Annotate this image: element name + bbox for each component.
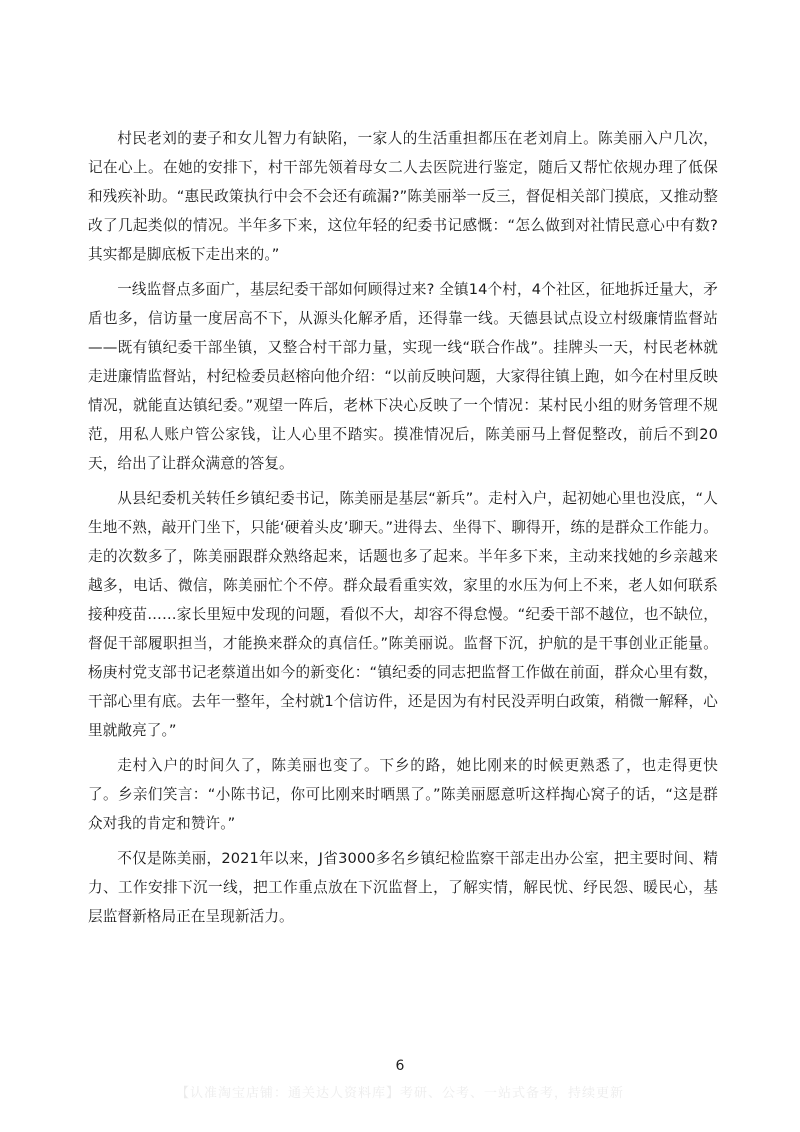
- footer-watermark: 【认准淘宝店铺：通关达人资料库】考研、公考、一站式备考，持续更新: [175, 1086, 624, 1101]
- paragraph: 村民老刘的妻子和女儿智力有缺陷，一家人的生活重担都压在老刘肩上。陈美丽入户几次，记在心上。在她的安排下，村干部先领着母女二人去医院进行鉴定，随后又帮忙依规办理了低保和残疾补助。“惠民政策执行中会不会还有疏漏?”陈美丽举一反三，督促相关部门摸底，又推动整改了几起类似的情况。半年多下来，这位年轻的纪委书记感慨：“怎么做到对社情民意心中有数? 其实都是脚底板下走出来的。”: [88, 130, 718, 263]
- paragraph: 一线监督点多面广，基层纪委干部如何顾得过来? 全镇14个村，4个社区，征地拆迁量大，矛盾也多，信访量一度居高不下，从源头化解矛盾，还得靠一线。天德县试点设立村级廉情监督站——既有镇纪委干部坐镇，又整合村干部力量，实现一线“联合作战”。挂牌头一天，村民老林就走进廉情监督站，村纪检委员赵榕向他介绍：“以前反映问题，大家得往镇上跑，如今在村里反映情况，就能直达镇纪委。”观望一阵后，老林下决心反映了一个情况：某村民小组的财务管理不规范，用私人账户管公家钱，让人心里不踏实。摸准情况后，陈美丽马上督促整改，前后不到20天，给出了让群众满意的答复。: [88, 281, 718, 472]
- paragraph: 走村入户的时间久了，陈美丽也变了。下乡的路，她比刚来的时候更熟悉了，也走得更快了。乡亲们笑言：“小陈书记，你可比刚来时晒黑了。”陈美丽愿意听这样掏心窝子的话，“这是群众对我的肯定和赞许。”: [88, 757, 718, 832]
- paragraph: 从县纪委机关转任乡镇纪委书记，陈美丽是基层“新兵”。走村入户，起初她心里也没底，“人生地不熟，敲开门坐下，只能‘硬着头皮’聊天。”进得去、坐得下、聊得开，练的是群众工作能力。走的次数多了，陈美丽跟群众熟络起来，话题也多了起来。半年多下来，主动来找她的乡亲越来越多，电话、微信，陈美丽忙个不停。群众最看重实效，家里的水压为何上不来，老人如何联系接种疫苗……家长里短中发现的问题，看似不大，却容不得怠慢。“纪委干部不越位，也不缺位，督促干部履职担当，才能换来群众的真信任。”陈美丽说。监督下沉，护航的是干事创业正能量。杨庚村党支部书记老蔡道出如今的新变化：“镇纪委的同志把监督工作做在前面，群众心里有数，干部心里有底。去年一整年，全村就1个信访件，还是因为有村民没弄明白政策，稍微一解释，心里就敞亮了。”: [88, 490, 718, 739]
- document-body: [88, 124, 718, 937]
- paragraph: 不仅是陈美丽，2021年以来，J省3000多名乡镇纪检监察干部走出办公室，把主要时间、精力、工作安排下沉一线，把工作重点放在下沉监督上，了解实情，解民忧、纾民怨、暖民心，基层监督新格局正在呈现新活力。: [88, 850, 718, 925]
- page-number: 6: [395, 1058, 405, 1074]
